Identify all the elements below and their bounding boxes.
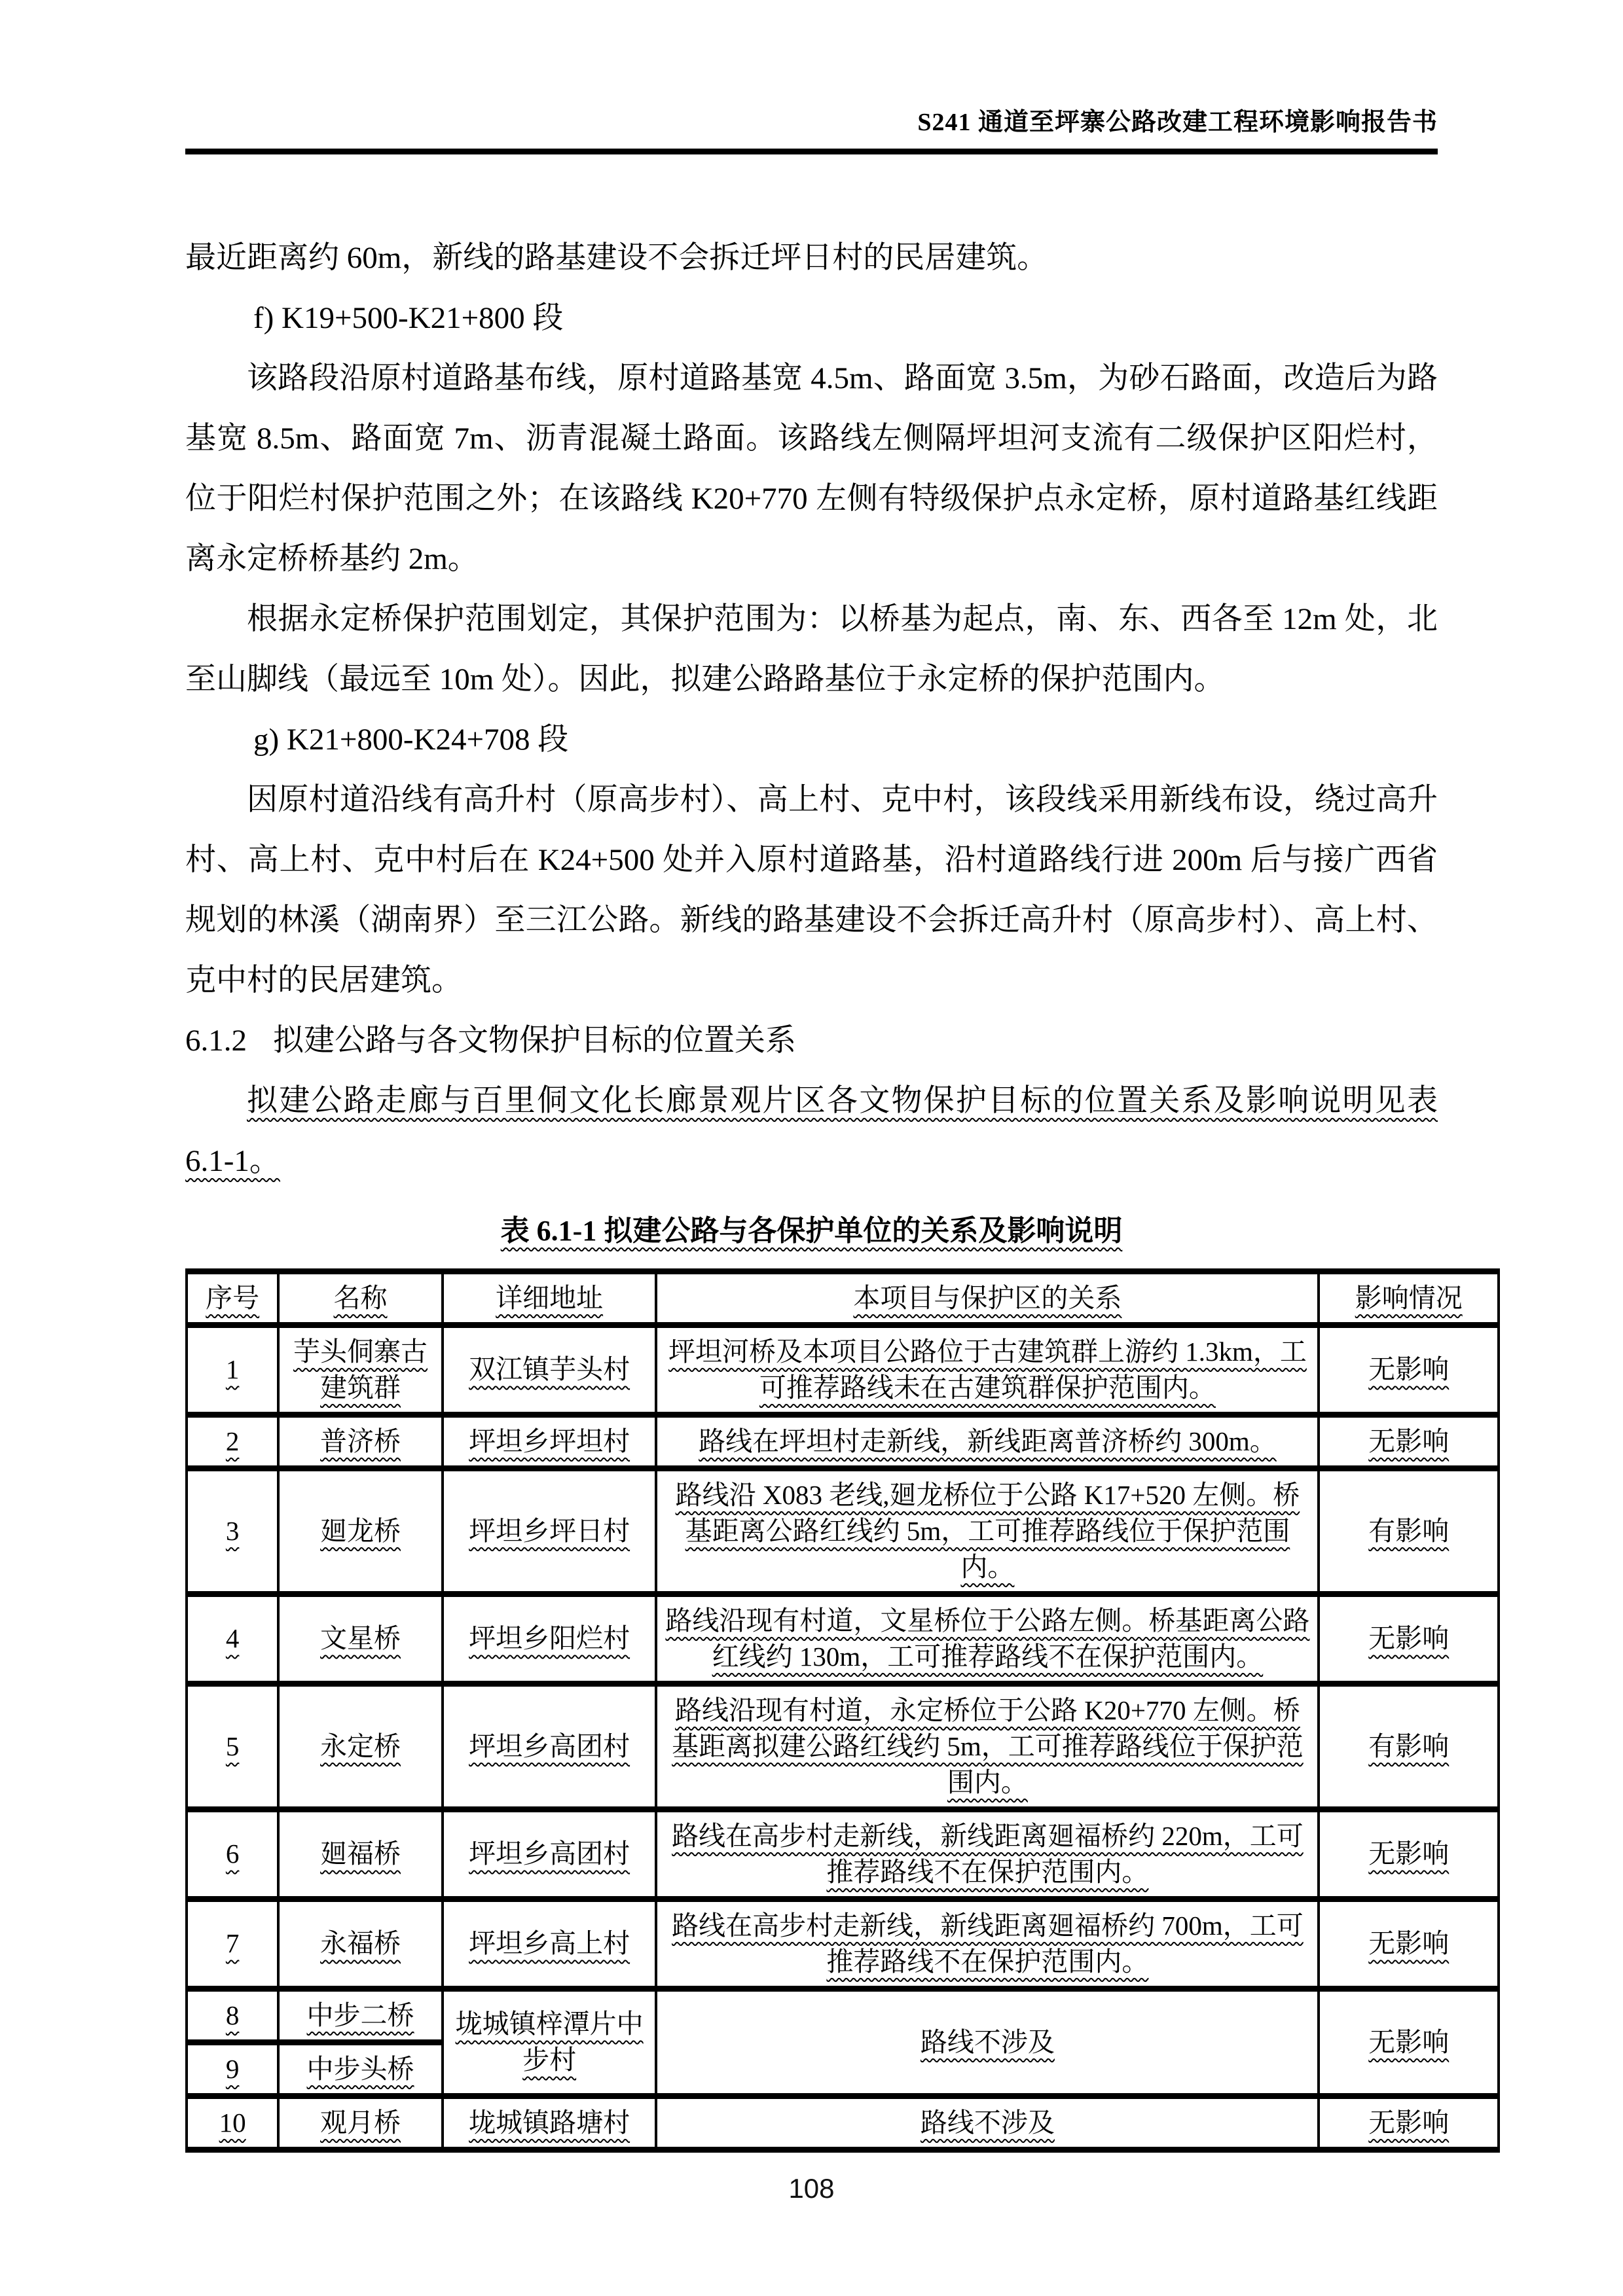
paragraph: 该路段沿原村道路基布线，原村道路基宽 4.5m、路面宽 3.5m，为砂石路面，改造后为路基宽 8.5m、路面宽 7m、沥青混凝土路面。该路线左侧隔坪坦河支流有二级保护区阳烂村，位于阳烂村保护范围之外；在该路线 K20+770 左侧有特级保护点永定桥，原村道路基红线距离永定桥桥基约 2m。 bbox=[185, 361, 1438, 576]
section-heading bbox=[185, 1011, 1438, 1071]
column-header-impact: 影响情况 bbox=[1319, 1271, 1499, 1325]
list-item-f: f) K19+500-K21+800 段 bbox=[253, 300, 564, 335]
protection-units-table bbox=[185, 1268, 1500, 2153]
cell-address: 双江镇芋头村 bbox=[443, 1325, 657, 1414]
table-row bbox=[187, 1468, 1499, 1594]
table-row bbox=[187, 2096, 1499, 2149]
table-row bbox=[187, 1325, 1499, 1414]
cell-relation: 路线在高步村走新线，新线距离廻福桥约 220m，工可推荐路线不在保护范围内。 bbox=[656, 1809, 1319, 1899]
list-item-g: g) K21+800-K24+708 段 bbox=[253, 722, 569, 757]
cell-index: 7 bbox=[187, 1899, 278, 1988]
table-row bbox=[187, 1809, 1499, 1899]
cell-relation: 路线沿现有村道，永定桥位于公路 K20+770 左侧。桥基距离拟建公路红线约 5m，工可推荐路线位于保护范围内。 bbox=[656, 1683, 1319, 1809]
cell-impact: 无影响 bbox=[1319, 2096, 1499, 2149]
cell-index: 4 bbox=[187, 1594, 278, 1683]
cell-index: 6 bbox=[187, 1809, 278, 1899]
cell-index: 9 bbox=[187, 2042, 278, 2096]
paragraph: 最近距离约 60m，新线的路基建设不会拆迁坪日村的民居建筑。 bbox=[185, 240, 1048, 275]
cell-address: 坪坦乡高团村 bbox=[443, 1809, 657, 1899]
cell-address: 坪坦乡坪坦村 bbox=[443, 1414, 657, 1468]
paragraph: 因原村道沿线有高升村（原高步村）、高上村、克中村，该段线采用新线布设，绕过高升村、高上村、克中村后在 K24+500 处并入原村道路基，沿村道路线行进 200m 后与接广西省规划的林溪（湖南界）至三江公路。新线的路基建设不会拆迁高升村（原高步村）、高上村、克中村的民居建筑。 bbox=[185, 782, 1438, 997]
cell-name: 中步二桥 bbox=[278, 1988, 443, 2042]
table-row bbox=[187, 1899, 1499, 1988]
page-number: 108 bbox=[788, 2173, 835, 2204]
cell-name: 文星桥 bbox=[278, 1594, 443, 1683]
cell-address: 坪坦乡高团村 bbox=[443, 1683, 657, 1809]
table-row bbox=[187, 1988, 1499, 2042]
cell-impact: 无影响 bbox=[1319, 1594, 1499, 1683]
cell-relation: 路线在高步村走新线，新线距离廻福桥约 700m，工可推荐路线不在保护范围内。 bbox=[656, 1899, 1319, 1988]
running-header-title: S241 通道至坪寨公路改建工程环境影响报告书 bbox=[917, 109, 1438, 136]
cell-index: 8 bbox=[187, 1988, 278, 2042]
cell-address-merged: 垅城镇梓潭片中步村 bbox=[443, 1988, 657, 2096]
cell-name: 廻福桥 bbox=[278, 1809, 443, 1899]
cell-address: 垅城镇路塘村 bbox=[443, 2096, 657, 2149]
cell-address: 坪坦乡高上村 bbox=[443, 1899, 657, 1988]
cell-name: 普济桥 bbox=[278, 1414, 443, 1468]
table-caption: 表 6.1-1 拟建公路与各保护单位的关系及影响说明 bbox=[500, 1214, 1123, 1247]
cell-address: 坪坦乡坪日村 bbox=[443, 1468, 657, 1594]
section-title: 拟建公路与各文物保护目标的位置关系 bbox=[273, 1023, 796, 1058]
cell-relation: 路线不涉及 bbox=[656, 2096, 1319, 2149]
cell-impact: 有影响 bbox=[1319, 1468, 1499, 1594]
cell-relation-merged: 路线不涉及 bbox=[656, 1988, 1319, 2096]
cell-index: 2 bbox=[187, 1414, 278, 1468]
section-number: 6.1.2 bbox=[185, 1023, 247, 1058]
cell-index: 1 bbox=[187, 1325, 278, 1414]
cell-name: 芋头侗寨古建筑群 bbox=[278, 1325, 443, 1414]
cell-relation: 路线沿现有村道，文星桥位于公路左侧。桥基距离公路红线约 130m，工可推荐路线不在保护范围内。 bbox=[656, 1594, 1319, 1683]
cell-index: 3 bbox=[187, 1468, 278, 1594]
cell-index: 5 bbox=[187, 1683, 278, 1809]
column-header-address: 详细地址 bbox=[443, 1271, 657, 1325]
cell-impact-merged: 无影响 bbox=[1319, 1988, 1499, 2096]
cell-name: 中步头桥 bbox=[278, 2042, 443, 2096]
cell-relation: 坪坦河桥及本项目公路位于古建筑群上游约 1.3km，工可推荐路线未在古建筑群保护范围内。 bbox=[656, 1325, 1319, 1414]
table-row bbox=[187, 1414, 1499, 1468]
column-header-name: 名称 bbox=[278, 1271, 443, 1325]
table-row bbox=[187, 1594, 1499, 1683]
cell-impact: 无影响 bbox=[1319, 1414, 1499, 1468]
cell-name: 观月桥 bbox=[278, 2096, 443, 2149]
table-header-row bbox=[187, 1271, 1499, 1325]
cell-name: 永定桥 bbox=[278, 1683, 443, 1809]
column-header-relation: 本项目与保护区的关系 bbox=[656, 1271, 1319, 1325]
cell-name: 廻龙桥 bbox=[278, 1468, 443, 1594]
header-rule bbox=[185, 149, 1438, 154]
cell-impact: 有影响 bbox=[1319, 1683, 1499, 1809]
cell-relation: 路线在坪坦村走新线，新线距离普济桥约 300m。 bbox=[656, 1414, 1319, 1468]
table-row bbox=[187, 1683, 1499, 1809]
cell-impact: 无影响 bbox=[1319, 1325, 1499, 1414]
paragraph: 根据永定桥保护范围划定，其保护范围为：以桥基为起点，南、东、西各至 12m 处，北至山脚线（最远至 10m 处）。因此，拟建公路路基位于永定桥的保护范围内。 bbox=[185, 601, 1438, 696]
cell-index: 10 bbox=[187, 2096, 278, 2149]
column-header-index: 序号 bbox=[187, 1271, 278, 1325]
cell-impact: 无影响 bbox=[1319, 1809, 1499, 1899]
cell-relation: 路线沿 X083 老线,廻龙桥位于公路 K17+520 左侧。桥基距离公路红线约 5m，工可推荐路线位于保护范围内。 bbox=[656, 1468, 1319, 1594]
table-intro-paragraph: 拟建公路走廊与百里侗文化长廊景观片区各文物保护目标的位置关系及影响说明见表 6.1-1。 bbox=[185, 1083, 1438, 1178]
document-body bbox=[185, 228, 1463, 2153]
cell-address: 坪坦乡阳烂村 bbox=[443, 1594, 657, 1683]
cell-name: 永福桥 bbox=[278, 1899, 443, 1988]
cell-impact: 无影响 bbox=[1319, 1899, 1499, 1988]
